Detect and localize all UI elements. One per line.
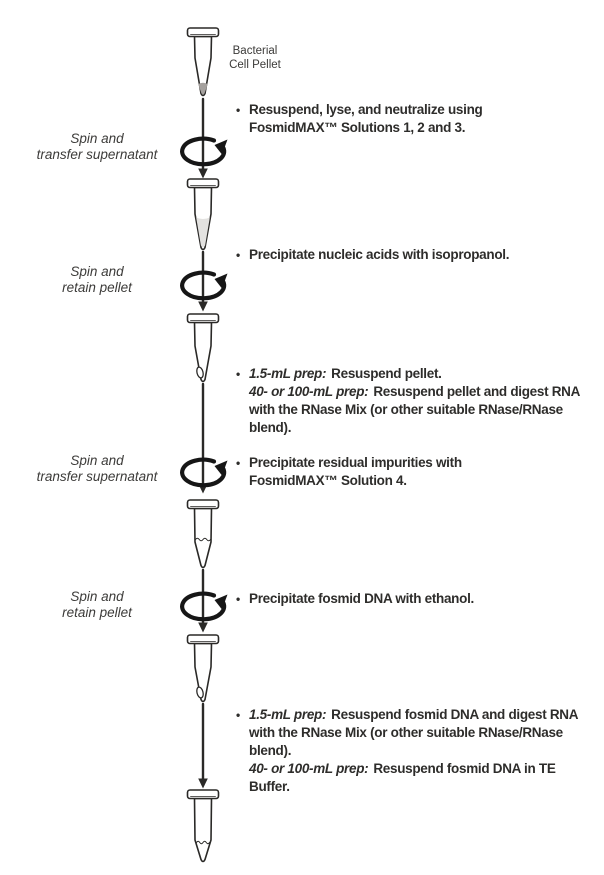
protocol-step-precipitate-nucleic-acids xyxy=(236,246,588,264)
step-part-text: Resuspend fosmid DNA in TE Buffer. xyxy=(249,761,556,794)
bullet-dot: • xyxy=(236,592,240,606)
spin-icon xyxy=(182,139,227,165)
side-label-spin-transfer-supernatant-2 xyxy=(12,453,182,484)
prep-size-label: 40- or 100-mL prep: xyxy=(249,761,369,776)
step-part-text: Resuspend pellet and digest RNA with the RNase Mix (or other suitable RNase/RNase blend). xyxy=(249,384,580,435)
protocol-step-resuspend-pellet xyxy=(236,365,590,437)
protocol-step-resuspend-lyse-neutralize xyxy=(236,101,536,137)
tube-supernatant-icon xyxy=(188,179,219,250)
tube-cell-pellet-icon xyxy=(188,28,219,96)
step-part xyxy=(249,760,590,796)
protocol-step-resuspend-fosmid-dna xyxy=(236,706,590,796)
tube-pellet-icon xyxy=(188,635,219,702)
down-arrow-icon xyxy=(198,384,208,494)
down-arrow-icon xyxy=(198,570,208,633)
step-text xyxy=(249,706,590,796)
spin-icon xyxy=(182,460,227,486)
step-text: Precipitate residual impurities with FosmidMAX™ Solution 4. xyxy=(249,455,462,488)
label-line: Spin and xyxy=(70,589,124,604)
tube-pellet-icon xyxy=(188,314,219,382)
spin-icon xyxy=(182,273,227,299)
tube-liquid-icon xyxy=(188,500,219,568)
label-line: retain pellet xyxy=(62,279,132,295)
label-line: Spin and xyxy=(70,264,124,279)
step-part-text: Resuspend pellet. xyxy=(331,366,442,381)
prep-size-label: 1.5-mL prep: xyxy=(249,707,327,722)
step-text: Resuspend, lyse, and neutralize using FosmidMAX™ Solutions 1, 2 and 3. xyxy=(249,102,483,135)
down-arrow-icon xyxy=(198,252,208,312)
label-line: Spin and xyxy=(70,453,124,468)
protocol-step-precipitate-residual-impurities xyxy=(236,454,546,490)
bacterial-cell-pellet-label xyxy=(216,45,294,72)
protocol-step-precipitate-fosmid-dna xyxy=(236,590,588,608)
label-line: transfer supernatant xyxy=(36,146,158,162)
step-part-text: Resuspend fosmid DNA and digest RNA with the RNase Mix (or other suitable RNase/RNase blend). xyxy=(249,707,578,758)
side-label-spin-transfer-supernatant-1 xyxy=(12,131,182,162)
step-part xyxy=(249,706,590,760)
label-line: Cell Pellet xyxy=(229,58,281,71)
down-arrow-icon xyxy=(198,704,208,789)
side-label-spin-retain-pellet-2 xyxy=(12,589,182,620)
spin-icon xyxy=(182,594,227,620)
prep-size-label: 1.5-mL prep: xyxy=(249,366,327,381)
bullet-dot: • xyxy=(236,248,240,262)
step-text: Precipitate fosmid DNA with ethanol. xyxy=(249,591,474,606)
label-line: Spin and xyxy=(70,131,124,146)
step-part xyxy=(249,365,590,383)
label-line: Bacterial xyxy=(232,45,278,57)
bullet-dot: • xyxy=(236,708,240,722)
label-line: transfer supernatant xyxy=(36,468,158,484)
prep-size-label: 40- or 100-mL prep: xyxy=(249,384,369,399)
tube-final-dna-icon xyxy=(188,790,219,862)
side-label-spin-retain-pellet-1 xyxy=(12,264,182,295)
step-text xyxy=(249,365,590,437)
bullet-dot: • xyxy=(236,367,240,381)
bullet-dot: • xyxy=(236,456,240,470)
bullet-dot: • xyxy=(236,103,240,117)
label-line: retain pellet xyxy=(62,604,132,620)
step-text: Precipitate nucleic acids with isopropanol. xyxy=(249,247,510,262)
step-part xyxy=(249,383,590,437)
